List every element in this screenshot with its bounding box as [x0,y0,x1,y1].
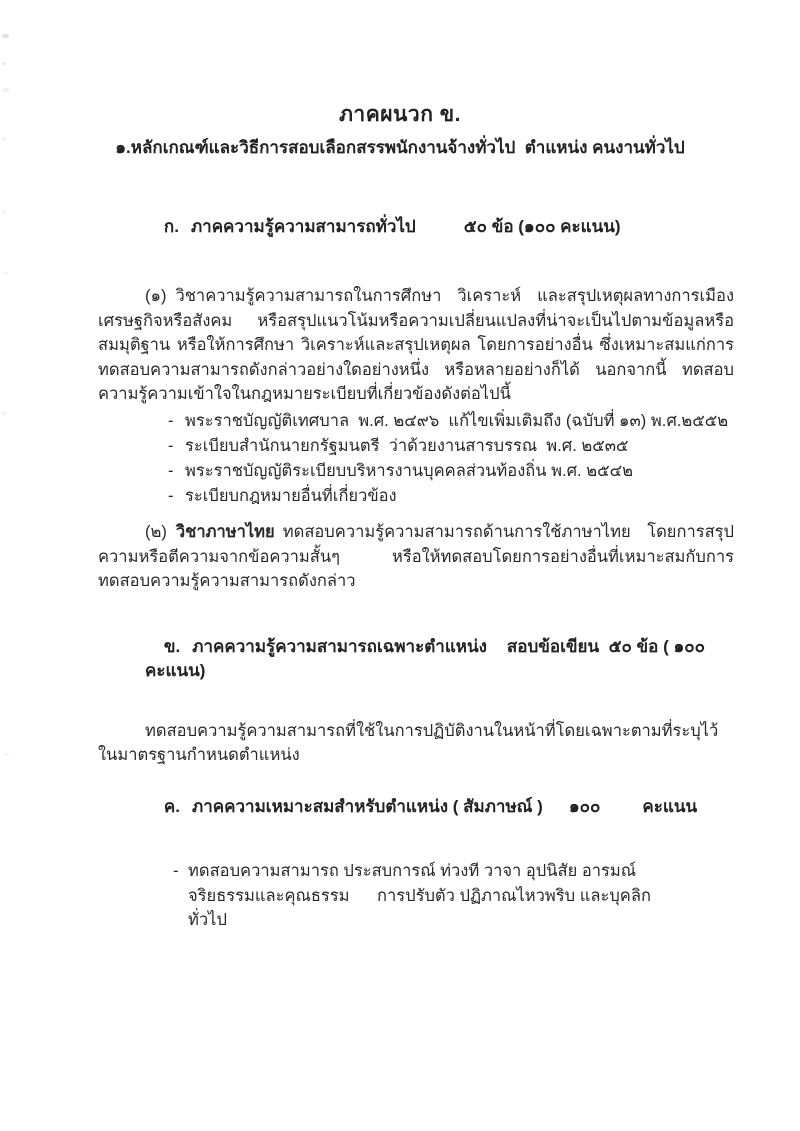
section-b-heading [145,611,750,707]
scan-speck [2,210,6,213]
section-a-heading [145,191,750,263]
section-a-label: ก. [163,217,179,236]
page-subtitle: ๑.หลักเกณฑ์และวิธีการสอบเลือกสรรพนักงานจ้างทั่วไป ตำแหน่ง คนงานทั่วไป [115,138,685,157]
law-item [168,459,800,484]
section-b-score-detail: สอบข้อเขียน ๕๐ ข้อ ( ๑๐๐ คะแนน) [145,636,710,680]
scan-speck [4,753,9,756]
item-2-subject: วิชาภาษาไทย [175,522,275,541]
law-text: ระเบียบกฎหมายอื่นที่เกี่ยวข้อง [185,486,397,505]
item-2-number: (๒) [145,522,167,541]
section-c-heading [145,771,750,843]
section-b-label: ข. [163,636,181,656]
section-a-item-2-paragraph [98,520,734,594]
law-text: พระราชบัญญัติระเบียบบริหารงานบุคคลส่วนท้องถิ่น พ.ศ. ๒๕๔๒ [185,461,633,480]
item-1-text: วิชาความรู้ความสามารถในการศึกษา วิเคราะห์ และสรุปเหตุผลทางการเมือง เศรษฐกิจหรือสังคม หรือสรุปแนวโน้มหรือความเปลี่ยนแปลงที่น่าจะเป็นไปตามข้อมูลหรือสมมุติฐาน หรือให้การศึกษา วิเคราะห์และสรุปเหตุผล โดยการอย่างอื่น ซึ่งเหมาะสมแก่การทดสอบความสามารถดังกล่าวอย่างใดอย่างหนึ่ง หรือหลายอย่างก็ได้ นอกจากนี้ ทดสอบความรู้ความเข้าใจในกฎหมายระเบียบที่เกี่ยวข้องดังต่อไปนี้ [98,287,734,404]
section-a-item-1-paragraph [98,284,734,407]
section-a-name: ภาคความรู้ความสามารถทั่วไป [190,217,416,236]
law-item [168,484,800,509]
law-text: พระราชบัญญัติเทศบาล พ.ศ. ๒๔๙๖ แก้ไขเพิ่มเติมถึง (ฉบับที่ ๑๓) พ.ศ.๒๕๕๒ [185,411,729,430]
dash-marker: - [168,411,174,430]
section-b-name: ภาคความรู้ความสามารถเฉพาะตำแหน่ง [192,636,487,656]
law-item [168,409,800,434]
page-title: ภาคผนวก ข. [339,103,461,126]
section-c-label: ค. [163,796,181,816]
scan-speck [3,272,8,275]
law-text: ระเบียบสำนักนายกรัฐมนตรี ว่าด้วยงานสารบรรณ พ.ศ. ๒๕๓๕ [185,436,629,455]
section-c-score-unit: คะแนน [642,796,698,816]
law-item [168,434,800,459]
dash-marker: - [173,861,179,880]
item-1-number: (๑) [145,287,167,305]
dash-marker: - [168,486,174,505]
section-c-name: ภาคความเหมาะสมสำหรับตำแหน่ง ( สัมภาษณ์ ) [192,796,543,816]
laws-list [168,409,800,509]
section-b-paragraph: ทดสอบความรู้ความสามารถที่ใช้ในการปฏิบัติงานในหน้าที่โดยเฉพาะตามที่ระบุไว้ในมาตรฐานกำหนดตำแหน่ง [98,721,719,765]
item-2-text: ทดสอบความรู้ความสามารถด้านการใช้ภาษาไทย โดยการสรุปความหรือตีความจากข้อความสั้นๆ หรือให้ทดสอบโดยการอย่างอื่นที่เหมาะสมกับการทดสอบความรู้ความสามารถดังกล่าว [98,522,734,591]
section-a-score-detail: ๕๐ ข้อ (๑๐๐ คะแนน) [463,217,621,236]
section-c-score: ๑๐๐ [568,796,601,816]
dash-marker: - [168,461,174,480]
interview-bullet-text: ทดสอบความสามารถ ประสบการณ์ ท่วงที วาจา อุปนิสัย อารมณ์ จริยธรรมและคุณธรรม การปรับตัว ปฏิภาณไหวพริบ และบุคลิกทั่วไป [188,861,651,930]
dash-marker: - [168,436,174,455]
scan-speck [2,412,7,415]
interview-bullet [173,859,675,933]
